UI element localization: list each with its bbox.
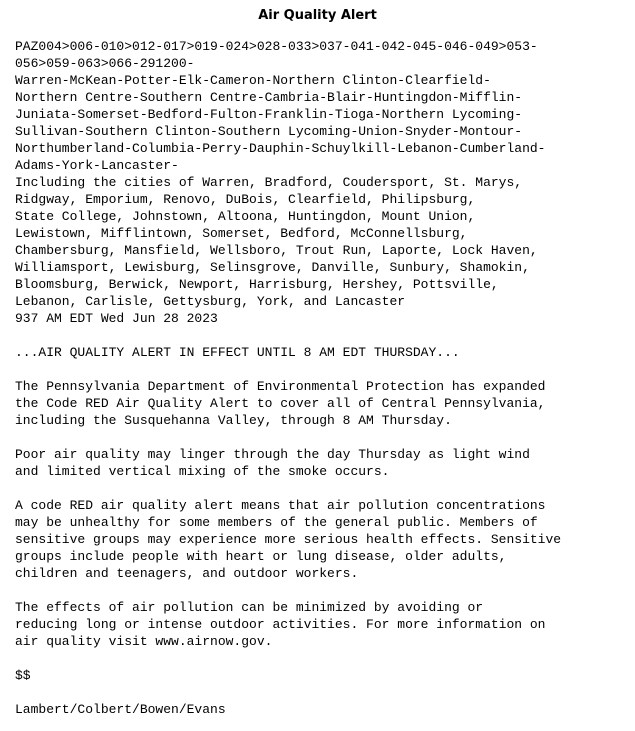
alert-line: Williamsport, Lewisburg, Selinsgrove, Danville, Sunbury, Shamokin, [15,260,530,275]
alert-line: Poor air quality may linger through the day Thursday as light wind [15,447,530,462]
alert-line: 937 AM EDT Wed Jun 28 2023 [15,311,218,326]
alert-line: A code RED air quality alert means that air pollution concentrations [15,498,546,513]
alert-line: and limited vertical mixing of the smoke occurs. [15,464,390,479]
alert-line [15,684,561,701]
alert-line: Northumberland-Columbia-Perry-Dauphin-Schuylkill-Lebanon-Cumberland- [15,141,546,156]
alert-line: Juniata-Somerset-Bedford-Fulton-Franklin-Tioga-Northern Lycoming- [15,107,523,122]
alert-line: Warren-McKean-Potter-Elk-Cameron-Northern Clinton-Clearfield- [15,73,491,88]
alert-line: children and teenagers, and outdoor workers. [15,566,359,581]
alert-line: Sullivan-Southern Clinton-Southern Lycoming-Union-Snyder-Montour- [15,124,523,139]
alert-line [15,650,561,667]
alert-line: air quality visit www.airnow.gov. [15,634,273,649]
alert-line: the Code RED Air Quality Alert to cover all of Central Pennsylvania, [15,396,546,411]
alert-line: sensitive groups may experience more serious health effects. Sensitive [15,532,562,547]
alert-line [15,582,561,599]
alert-line: Chambersburg, Mansfield, Wellsboro, Trout Run, Laporte, Lock Haven, [15,243,538,258]
page-title: Air Quality Alert [258,8,377,23]
alert-line: Lambert/Colbert/Bowen/Evans [15,702,226,717]
alert-line: 056>059-063>066-291200- [15,56,195,71]
alert-line: Northern Centre-Southern Centre-Cambria-Blair-Huntingdon-Mifflin- [15,90,523,105]
alert-line: including the Susquehanna Valley, through 8 AM Thursday. [15,413,452,428]
alert-line: The Pennsylvania Department of Environmental Protection has expanded [15,379,546,394]
alert-line: Ridgway, Emporium, Renovo, DuBois, Clearfield, Philipsburg, [15,192,476,207]
alert-line: Bloomsburg, Berwick, Newport, Harrisburg, Hershey, Pottsville, [15,277,499,292]
alert-line: ...AIR QUALITY ALERT IN EFFECT UNTIL 8 AM EDT THURSDAY... [15,345,460,360]
alert-line [15,480,561,497]
alert-line [15,361,561,378]
alert-line: The effects of air pollution can be minimized by avoiding or [15,600,484,615]
alert-line [15,327,561,344]
alert-line: Lebanon, Carlisle, Gettysburg, York, and Lancaster [15,294,406,309]
alert-text [15,38,561,718]
alert-line: State College, Johnstown, Altoona, Huntingdon, Mount Union, [15,209,476,224]
alert-line [15,429,561,446]
alert-line: groups include people with heart or lung disease, older adults, [15,549,507,564]
alert-line: PAZ004>006-010>012-017>019-024>028-033>037-041-042-045-046-049>053- [15,39,538,54]
alert-line: may be unhealthy for some members of the general public. Members of [15,515,538,530]
alert-line: reducing long or intense outdoor activities. For more information on [15,617,546,632]
alert-line: $$ [15,668,31,683]
alert-line: Adams-York-Lancaster- [15,158,179,173]
alert-line: Including the cities of Warren, Bradford, Coudersport, St. Marys, [15,175,523,190]
alert-line: Lewistown, Mifflintown, Somerset, Bedford, McConnellsburg, [15,226,468,241]
